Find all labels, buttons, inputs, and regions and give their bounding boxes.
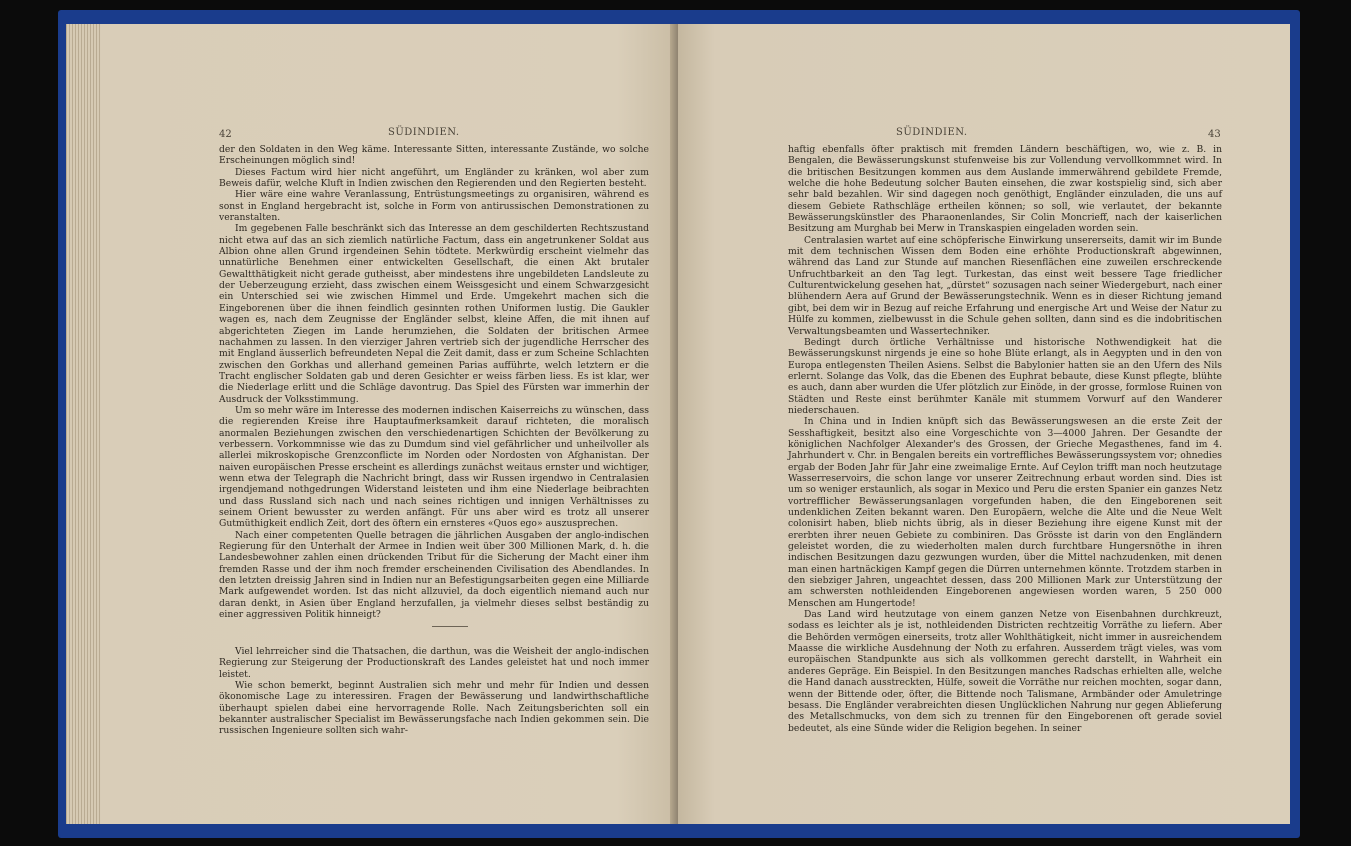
paragraph: Wie schon bemerkt, beginnt Australien sich mehr und mehr für Indien und dessen ökonomische Lage zu interessiren. Fragen der Bewässerung und landwirthschaftliche überhaupt spielen dabei eine hervorragende Rolle. Nach Zeitungsberichten soll ein bekannter australischer Specialist im Bewässerungsfache nach Indien gekommen sein. Die russischen Ingenieure sollten sich wahr- (219, 680, 649, 737)
page-number-left: 42 (219, 129, 232, 140)
paragraph: der den Soldaten in den Weg käme. Interessante Sitten, interessante Zustände, wo solche Erscheinungen möglich sind! (219, 144, 649, 167)
right-page (678, 24, 1290, 824)
left-body-text-lower (219, 646, 649, 737)
paragraph: Bedingt durch örtliche Verhältnisse und historische Nothwendigkeit hat die Bewässerungskunst nirgends je eine so hohe Blüte erlangt, als in Aegypten und in den von Europa entlegensten Theilen Asiens. Selbst die Babylonier hatten sie an den Ufern des Nils erlernt. Solange das Volk, das die Ebenen des Euphrat bebaute, diese Kunst pflegte, blühte es auch, dann aber wurden die Ufer plötzlich zur Einöde, in der grosse, formlose Ruinen von Städten und Reste einst berühmter Kanäle mit stummem Vorwurf auf den Wanderer niederschauen. (788, 336, 1222, 416)
paragraph: Im gegebenen Falle beschränkt sich das Interesse an dem geschilderten Rechtszustand nicht etwa auf das an sich ziemlich natürliche Factum, dass ein angetrunkener Soldat aus Albion ohne allen Grund irgendeinen Sehin tödtete. Merkwürdig erscheint vielmehr das unnatürliche Benehmen einer entwickelten Gesellschaft, die einen Akt brutaler Gewaltthätigkeit nicht gerade gutheisst, aber mindestens ihre ungebildeten Landsleute zu der Ueberzeugung erzieht, dass zwischen einem Weissgesicht und einem Schwarzgesicht ein Unterschied sei wie zwischen Himmel und Erde. Umgekehrt machen sich die Eingeborenen über die ihnen feindlich gesinnten rothen Uniformen lustig. Die Gaukler wagen es, nach dem Zeugnisse der Engländer selbst, kleine Affen, die mit ihnen auf abgerichteten Ziegen im Lande herumziehen, die Soldaten der britischen Armee nachahmen zu lassen. In den vierziger Jahren vertrieb sich der jugendliche Herrscher des mit England äusserlich befreundeten Nepal die Zeit damit, dass er zum Scheine Schlachten zwischen den Gorkhas und allerhand gemeinen Parias aufführte, welch letztern er die Tracht englischer Soldaten gab und deren Gesichter er weiss färben liess. Es ist klar, wer die Niederlage erlitt und die Schläge davontrug. Das Spiel des Fürsten war immerhin der Ausdruck der Volksstimmung. (219, 223, 649, 405)
right-body-text (788, 144, 1222, 734)
paragraph: Nach einer competenten Quelle betragen die jährlichen Ausgaben der anglo-indischen Regierung für den Unterhalt der Armee in Indien weit über 300 Millionen Mark, d. h. die Landesbewohner zahlen einen drückenden Tribut für die Sicherung der Macht einer ihm fremden Rasse und der ihm noch fremder erscheinenden Civilisation des Abendlandes. In den letzten dreissig Jahren sind in Indien nur an Befestigungsarbeiten gegen eine Milliarde Mark aufgewendet worden. Ist das nicht allzuviel, da doch eigentlich niemand auch nur daran denkt, in Asien über England herzufallen, ja vielmehr dieses selbst beständig zu einer aggressiven Politik hinneigt? (219, 529, 649, 621)
paragraph: Viel lehrreicher sind die Thatsachen, die darthun, was die Weisheit der anglo-indischen Regierung zur Steigerung der Productionskraft des Landes geleistet hat und noch immer leistet. (219, 646, 649, 680)
running-head-right: SÜDINDIEN. (896, 127, 968, 138)
running-head-left: SÜDINDIEN. (388, 127, 460, 138)
page-edges (66, 24, 100, 824)
paragraph: Dieses Factum wird hier nicht angeführt, um Engländer zu kränken, wol aber zum Beweis dafür, welche Kluft in Indien zwischen den Regierenden und den Regierten besteht. (219, 166, 649, 190)
page-number-right: 43 (1208, 129, 1221, 140)
paragraph: In China und in Indien knüpft sich das Bewässerungswesen an die erste Zeit der Sesshaftigkeit, besitzt also eine Vorgeschichte von 3—4000 Jahren. Der Gesandte der königlichen Nachfolger Alexander's des Grossen, der Grieche Megasthenes, fand im 4. Jahrhundert v. Chr. in Bengalen bereits ein vortreffliches Bewässerungssystem vor; ohnedies ergab der Boden Jahr für Jahr eine zweimalige Ernte. Auf Ceylon trifft man noch heutzutage Wasserreservoirs, die schon lange vor unserer Zeitrechnung erbaut worden sind. Dies ist um so weniger erstaunlich, als sogar in Mexico und Peru die ersten Spanier ein ganzes Netz vortrefflicher Bewässerungsanlagen vorgefunden haben, die den Eingeborenen seit undenklichen Zeiten bekannt waren. Den Europäern, welche die Alte und die Neue Welt colonisirt haben, blieb nichts übrig, als in dieser Beziehung ihre eigene Kunst mit der ererbten ihrer neuen Gebiete zu combiniren. Das Grösste ist darin von den Engländern geleistet worden, die zu wiederholten malen durch furchtbare Hungersnöthe in ihren indischen Besitzungen dazu gezwungen wurden, über die Mittel nachzudenken, mit denen man einen hartnäckigen Kampf gegen die Dürren unternehmen könnte. Trotzdem starben in den siebziger Jahren, ungeachtet dessen, dass 200 Millionen Mark zur Unterstützung der am schwersten nothleidenden Eingeborenen angewiesen worden waren, 5 250 000 Menschen am Hungertode! (788, 416, 1222, 609)
paragraph: Hier wäre eine wahre Veranlassung, Entrüstungsmeetings zu organisiren, während es sonst in England hergebracht ist, solche in Form von antirussischen Demonstrationen zu veranstalten. (219, 189, 649, 224)
left-body-text (219, 144, 649, 620)
paragraph: Um so mehr wäre im Interesse des modernen indischen Kaiserreichs zu wünschen, dass die regierenden Kreise ihre Hauptaufmerksamkeit darauf richteten, die moralisch anormalen Beziehungen zwischen den verschiedenartigen Schichten der Bevölkerung zu verbessern. Vorkommnisse wie das zu Dumdum sind viel gefährlicher und unheilvoller als allerlei mikroskopische Grenzconflicte im Norden oder Nordosten von Afghanistan. Der naiven europäischen Presse erscheint es allerdings zunächst weitaus ernster und wichtiger, wenn etwa der Telegraph die Nachricht bringt, dass wir Russen irgendwo in Centralasien irgendjemand nothgedrungen Widerstand leisteten und ihm eine Niederlage beibrachten und dass Russland sich nach und nach seines richtigen und innigen Verhältnisses zu seinem Orient bewusster zu werden anfängt. Für uns aber wird es trotz all unserer Gutmüthigkeit endlich Zeit, dort des öftern ein ernsteres «Quos ego» auszusprechen. (219, 404, 649, 530)
section-rule (432, 626, 468, 627)
paragraph: Centralasien wartet auf eine schöpferische Einwirkung unsererseits, damit wir im Bunde mit dem technischen Wissen dem Boden eine erhöhte Productionskraft abgewinnen, während das Land zur Stunde auf manchen Riesenflächen eine zuweilen erschreckende Unfruchtbarkeit an den Tag legt. Turkestan, das einst weit bessere Tage friedlicher Culturentwickelung gesehen hat, „dürstet“ sozusagen nach seiner Wiedergeburt, nach einer blühendern Aera auf Grund der Bewässerungstechnik. Wenn es in dieser Richtung jemand gibt, bei dem wir in Bezug auf reiche Erfahrung und energische Art und Weise der Natur zu Hülfe zu kommen, zielbewusst in die Schule gehen sollten, dann sind es die indobritischen Verwaltungsbeamten und Wassertechniker. (788, 234, 1222, 337)
book-spread (58, 10, 1300, 838)
paragraph: haftig ebenfalls öfter praktisch mit fremden Ländern beschäftigen, wo, wie z. B. in Bengalen, die Bewässerungskunst stufenweise bis zur Vollendung vervollkommnet wird. In die britischen Besitzungen kommen aus dem Auslande immerwährend gebildete Fremde, welche die hohe Bedeutung solcher Bauten einsehen, die zwar kostspielig sind, sich aber sehr bald bezahlen. Wir sind dagegen noch genöthigt, Engländer einzuladen, die uns auf diesem Gebiete Rathschläge ertheilen können; so soll, wie verlautet, der bekannte Bewässerungskünstler des Pharaonenlandes, Sir Colin Moncrieff, nach der kaiserlichen Besitzung am Murghab bei Merw in Transkaspien eingeladen worden sein. (788, 144, 1222, 235)
left-page (66, 24, 678, 824)
paragraph: Das Land wird heutzutage von einem ganzen Netze von Eisenbahnen durchkreuzt, sodass es leichter als je ist, nothleidenden Districten rechtzeitig Vorräthe zu liefern. Aber die Behörden vermögen einerseits, trotz aller Wohlthätigkeit, nicht immer in ausreichendem Maasse die wirkliche Ausdehnung der Noth zu erfahren. Ausserdem trägt vieles, was vom europäischen Standpunkte aus sich als vollkommen gerecht darstellt, in Wahrheit ein anderes Gepräge. Ein Beispiel. In den Besitzungen manches Radschas erhielten alle, welche die Hand danach ausstreckten, Hülfe, soweit die Vorräthe nur reichen mochten, sogar dann, wenn der Bittende oder, öfter, die Bittende noch Talismane, Armbänder oder Amuletringe besass. Die Engländer verabreichten diesen Unglücklichen Nahrung nur gegen Ablieferung des Metallschmucks, von dem sich zu trennen für den Eingeborenen oft gerade soviel bedeutet, als eine Sünde wider die Religion begehen. In seiner (788, 609, 1222, 734)
